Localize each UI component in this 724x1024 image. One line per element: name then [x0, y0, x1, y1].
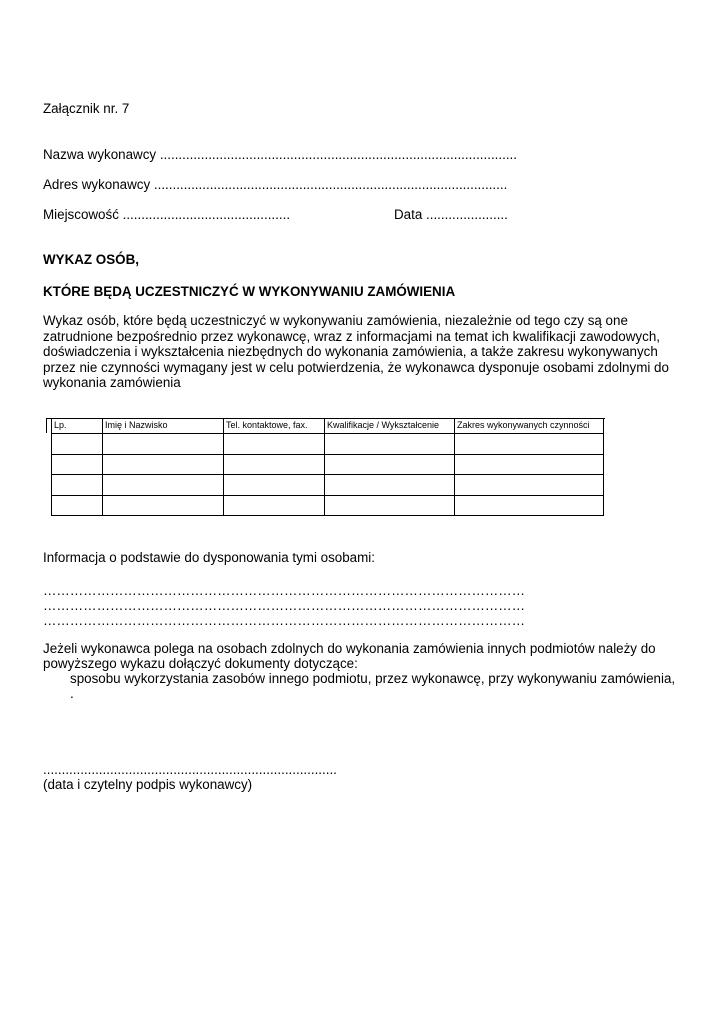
basis-line[interactable]: ……………………………………………………………………………………………… [43, 598, 526, 613]
table-cell[interactable] [325, 495, 455, 516]
basis-line[interactable]: ……………………………………………………………………………………………… [43, 613, 526, 628]
table-cell[interactable] [325, 475, 455, 496]
table-cell[interactable] [103, 475, 224, 496]
table-cell[interactable] [52, 454, 103, 475]
table-cell[interactable] [224, 454, 325, 475]
table-cell[interactable] [224, 495, 325, 516]
document-title: WYKAZ OSÓB, [43, 252, 139, 267]
table-cell[interactable] [325, 434, 455, 455]
table-cell[interactable] [455, 475, 604, 496]
date-field[interactable]: Data ...................... [394, 207, 508, 222]
table-cell[interactable] [224, 434, 325, 455]
intro-line: zatrudnione bezpośrednio przez wykonawcę, wraz z informacjami na temat ich kwalifikacji zawodowych, [43, 328, 660, 344]
contractor-name-field[interactable]: Nazwa wykonawcy ................................................................................................ [43, 147, 517, 162]
table-row [52, 495, 604, 516]
table-cell[interactable] [103, 495, 224, 516]
intro-line: Wykaz osób, które będą uczestniczyć w wykonywaniu zamówienia, niezależnie od tego czy są one [43, 313, 628, 328]
reliance-item-dot: . [70, 686, 74, 701]
contractor-address-field[interactable]: Adres wykonawcy ............................................................................................... [43, 177, 508, 192]
signature-line[interactable]: ............................................................................... [43, 762, 337, 777]
reliance-text: powyższego wykazu dołączyć dokumenty dotyczące: [43, 656, 358, 671]
table-header-row [52, 419, 604, 434]
place-field[interactable]: Miejscowość ............................................. [43, 207, 291, 222]
column-header-lp: Lp. [52, 419, 103, 434]
table-cell[interactable] [455, 434, 604, 455]
table-cell[interactable] [224, 475, 325, 496]
table-row [52, 454, 604, 475]
table-row [52, 475, 604, 496]
basis-line[interactable]: ……………………………………………………………………………………………… [43, 583, 526, 598]
table-row [52, 434, 604, 455]
annex-number: Załącznik nr. 7 [43, 101, 130, 116]
column-header-phone: Tel. kontaktowe, fax. [224, 419, 325, 434]
table-cell[interactable] [52, 475, 103, 496]
table-cell[interactable] [103, 434, 224, 455]
intro-line: wykonania zamówienia [43, 375, 181, 391]
document-subtitle: KTÓRE BĘDĄ UCZESTNICZYĆ W WYKONYWANIU ZAMÓWIENIA [43, 284, 456, 299]
column-header-name: Imię i Nazwisko [103, 419, 224, 434]
intro-line: przez nie czynności wymagany jest w celu potwierdzenia, że wykonawca dysponuje osobami zdolnymi do [43, 359, 669, 375]
column-header-qualifications: Kwalifikacje / Wykształcenie [325, 419, 455, 434]
basis-label: Informacja o podstawie do dysponowania tymi osobami: [43, 550, 375, 565]
signature-caption: (data i czytelny podpis wykonawcy) [43, 777, 253, 792]
table-cell[interactable] [455, 454, 604, 475]
intro-line: doświadczenia i wykształcenia niezbędnych do wykonania zamówienia, a także zakresu wykonywanych [43, 344, 658, 360]
table-cell[interactable] [455, 495, 604, 516]
table-cell[interactable] [52, 434, 103, 455]
reliance-text: Jeżeli wykonawca polega na osobach zdolnych do wykonania zamówienia innych podmiotów należy do [43, 641, 656, 656]
table-cell[interactable] [325, 454, 455, 475]
reliance-item: sposobu wykorzystania zasobów innego podmiotu, przez wykonawcę, przy wykonywaniu zamówienia, [70, 671, 676, 686]
table-cell[interactable] [103, 454, 224, 475]
table-cell[interactable] [52, 495, 103, 516]
persons-table [51, 418, 604, 516]
intro-paragraph [43, 313, 683, 391]
column-header-scope: Zakres wykonywanych czynności [455, 419, 604, 434]
